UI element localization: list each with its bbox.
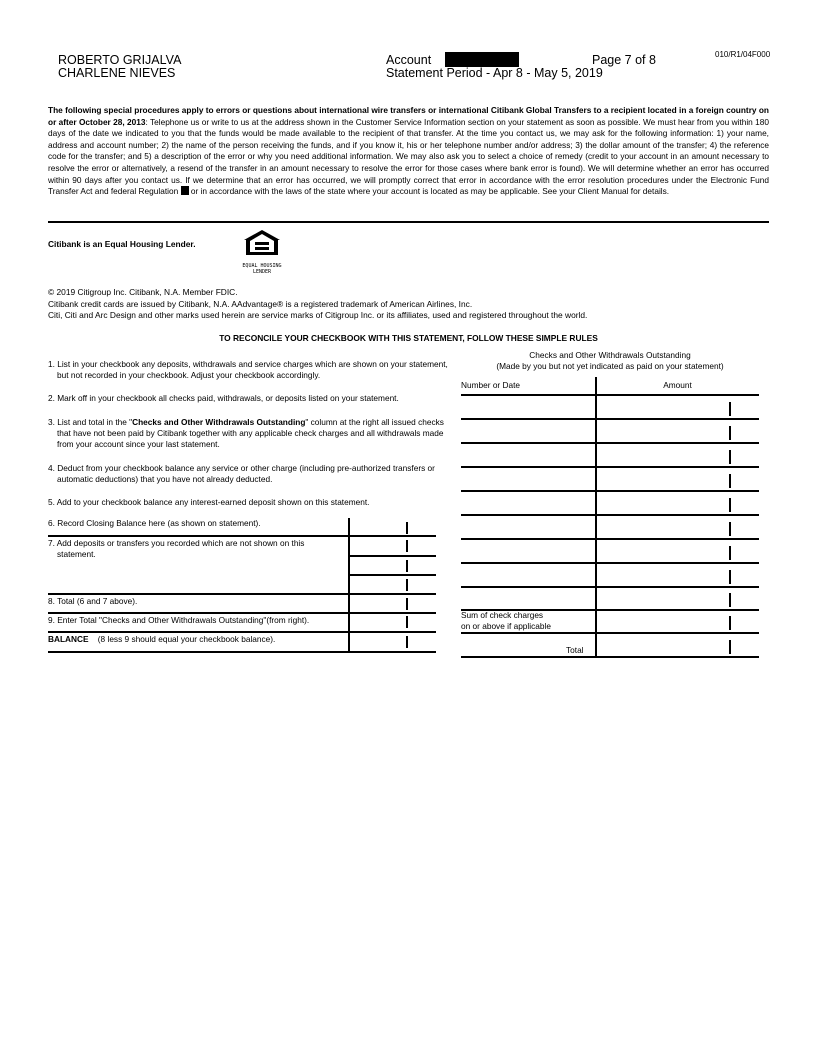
equal-housing-statement: Citibank is an Equal Housing Lender. <box>48 239 196 249</box>
rule-4: 4. Deduct from your checkbook balance any service or other charge (including pre-authorized transfers or automatic deductions) that you have not already deducted. <box>48 463 435 484</box>
balance-note: (8 less 9 should equal your checkbook balance). <box>97 634 276 644</box>
house-icon <box>236 229 288 261</box>
rule-9: 9. Enter Total "Checks and Other Withdrawals Outstanding"(from right). <box>48 615 310 625</box>
account-holder-1: ROBERTO GRIJALVA <box>58 53 182 67</box>
col-amount: Amount <box>663 380 692 390</box>
service-marks-line: Citi, Citi and Arc Design and other marks used herein are service marks of Citigroup Inc. or its affiliates, used and registered throughout the world. <box>48 310 588 320</box>
rule-3 <box>48 417 457 450</box>
form-code: 010/R1/04F000 <box>715 50 771 59</box>
statement-period: Statement Period - Apr 8 - May 5, 2019 <box>386 66 603 80</box>
rule-3-text-c: " column at the right all issued checks that have not been paid by Citibank together with any applicable check charges and all withdrawals made from your account since your last statement. <box>57 417 444 449</box>
redacted-regulation <box>181 186 189 195</box>
aadvantage-line: Citibank credit cards are issued by Citibank, N.A. AAdvantage® is a registered trademark of American Airlines, Inc. <box>48 299 473 309</box>
equal-housing-logo <box>236 229 288 275</box>
wire-transfer-notice <box>48 105 769 198</box>
account-label: Account <box>386 53 432 67</box>
notice-tail: or in accordance with the laws of the state where your account is located as may be applicable. See your Client Manual for details. <box>188 186 670 197</box>
redacted-account-number <box>445 52 519 67</box>
rule-2: 2. Mark off in your checkbook all checks paid, withdrawals, or deposits listed on your statement. <box>48 393 399 403</box>
equal-housing-logo-text: EQUAL HOUSING LENDER <box>242 263 282 275</box>
rule-3-text-a: 3. List and total in the " <box>48 417 133 427</box>
notice-body: : Telephone us or write to us at the address shown in the Customer Service Information section on your statement as soon as possible. We must hear from you within 180 days of the date we indicated to you that the funds would be made available to the recipient of that transfer. At the time you contact us, we may ask for the following information: 1) your name, address and account number; 2) the name of the person receiving the funds, and if you know it, his or her telephone number and/or address; 3) the dollar amount of the transfer; 4) the reference code for the transfer; and 5) a description of the error or why you need additional information. We may also ask you to select a choice of remedy (credit to your account in an amount necessary to resolve the error or alternatively, a resend of the transfer in an amount necessary to resolve the error for those cases where bank error is found). We will determine whether an error has occurred within 90 days after you contact us. If we determine that an error has occurred, we will promptly correct that error in accordance with the error resolution procedures under the Electronic Fund Transfer Act and federal Regulation <box>48 116 769 197</box>
rule-5: 5. Add to your checkbook balance any interest-earned deposit shown on this statement. <box>48 497 370 507</box>
rule-8: 8. Total (6 and 7 above). <box>48 596 138 606</box>
sum-check-charges-label-1: Sum of check charges <box>461 610 544 620</box>
copyright-line: © 2019 Citigroup Inc. Citibank, N.A. Member FDIC. <box>48 287 238 297</box>
page-indicator: Page 7 of 8 <box>592 53 656 67</box>
rule-3-bold: Checks and Other Withdrawals Outstanding <box>132 417 306 427</box>
sum-check-charges-label-2: on or above if applicable <box>461 621 551 631</box>
balance-row <box>48 634 348 645</box>
account-holder-2: CHARLENE NIEVES <box>58 66 176 80</box>
rule-7: 7. Add deposits or transfers you recorded which are not shown on this statement. <box>48 538 305 559</box>
notice-bold-lead: The following special procedures apply to errors or questions about international wire transfers or international Citibank Global Transfers to a recipient located in a foreign country on or after October 28, 2013 <box>48 105 769 127</box>
rule-6: 6. Record Closing Balance here (as shown on statement). <box>48 518 261 528</box>
balance-label: BALANCE <box>48 634 89 644</box>
reconcile-title: TO RECONCILE YOUR CHECKBOOK WITH THIS STATEMENT, FOLLOW THESE SIMPLE RULES <box>219 333 598 343</box>
outstanding-subtitle: (Made by you but not yet indicated as paid on your statement) <box>496 361 724 371</box>
rule-1: 1. List in your checkbook any deposits, withdrawals and service charges which are shown on your statement, but not recorded in your checkbook. Adjust your checkbook accordingly. <box>48 359 448 380</box>
col-number-or-date: Number or Date <box>461 380 521 390</box>
total-label: Total <box>566 645 584 655</box>
outstanding-title: Checks and Other Withdrawals Outstanding <box>529 350 691 360</box>
section-divider <box>48 221 769 223</box>
